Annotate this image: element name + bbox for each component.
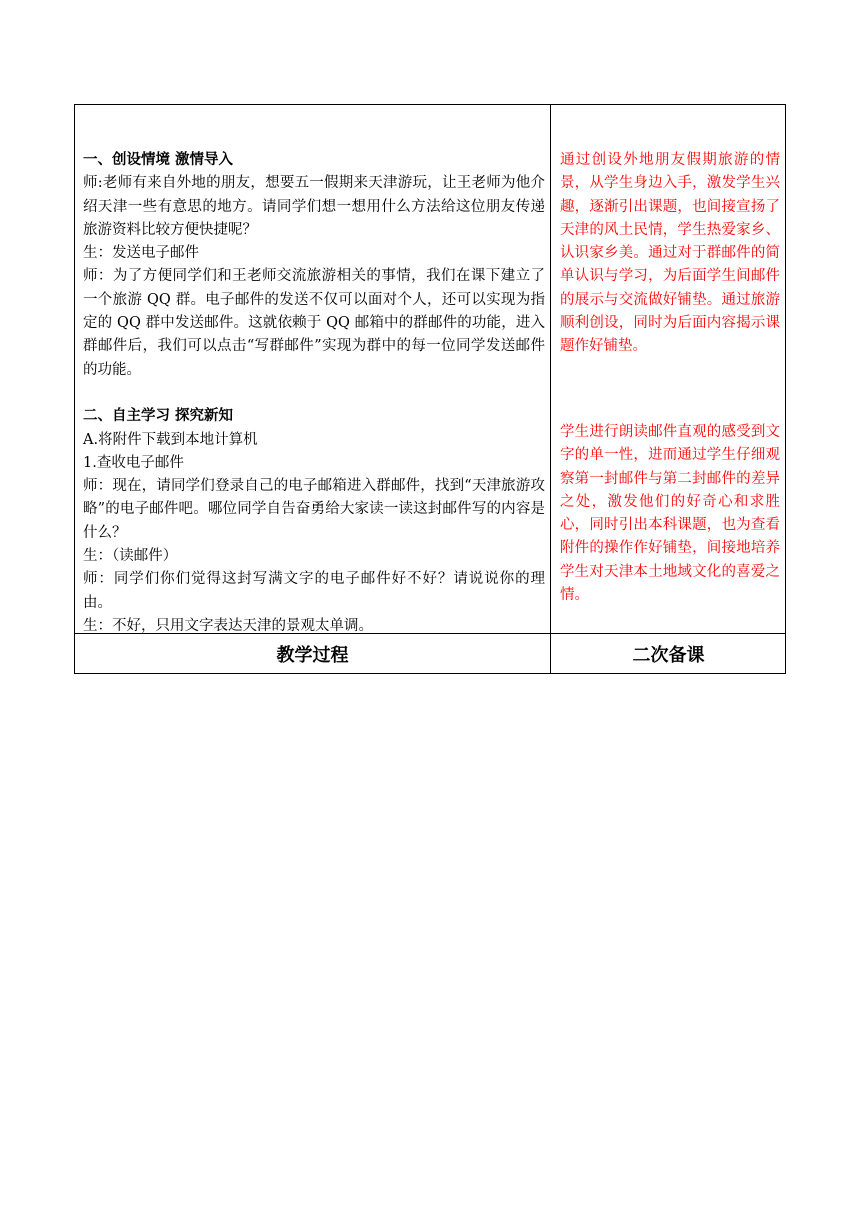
dialogue-line: 生：不好，只用文字表达天津的景观太单调。 [83, 617, 373, 634]
dialogue-line: 生：发送电子邮件 [83, 245, 199, 262]
secondary-notes-1: 通过创设外地朋友假期旅游的情景，从学生身边入手，激发学生兴趣，逐渐引出课题，也间接宣扬了天津的风土民情，学生热爱家乡、认识家乡美。通过对于群邮件的简单认识与学习，为后面学生间邮件的展示与交流做好铺垫。通过旅游顺利创设，同时为后面内容揭示课题作好铺垫。 [560, 152, 780, 355]
dialogue-line: 师：同学们你们觉得这封写满文字的电子邮件好不好？请说说你的理由。 [83, 571, 545, 611]
dialogue-line: 生：（读邮件） [83, 548, 178, 565]
column-divider [550, 105, 551, 673]
lesson-plan-table [74, 104, 786, 674]
teaching-process-cell [83, 149, 545, 638]
paragraph-gap [83, 382, 545, 405]
dialogue-line: 师:老师有来自外地的朋友，想要五一假期来天津游玩，让王老师为他介绍天津一些有意思的地方。请同学们想一想用什么方法给这位朋友传递旅游资料比较方便快捷呢？ [83, 175, 545, 238]
dialogue-line: 师：现在，请同学们登录自己的电子邮箱进入群邮件，找到“天津旅游攻略”的电子邮件吧。哪位同学自告奋勇给大家读一读这封邮件写的内容是什么？ [83, 478, 545, 541]
secondary-notes-2: 学生进行朗读邮件直观的感受到文字的单一性，进而通过学生仔细观察第一封邮件与第二封邮件的差异之处，激发他们的好奇心和求胜心，同时引出本科课题，也为查看附件的操作作好铺垫，间接地培养学生对天津本土地域文化的喜爱之情。 [560, 424, 780, 604]
section-heading-2: 二、自主学习 探究新知 [83, 408, 234, 425]
dialogue-line: A.将附件下载到本地计算机 [83, 431, 258, 448]
section-heading-1: 一、创设情境 激情导入 [83, 152, 234, 168]
footer-second-prep: 二次备课 [632, 645, 705, 666]
footer-teaching-process: 教学过程 [276, 645, 349, 666]
dialogue-line: 师：为了方便同学们和王老师交流旅游相关的事情，我们在课下建立了一个旅游 QQ 群。电子邮件的发送不仅可以面对个人，还可以实现为指定的 QQ 群中发送邮件。这就依赖于 QQ 邮箱中的群邮件的功能，进入群邮件后，我们可以点击“写群邮件”实现为群中的每一位同学发送邮件的功能。 [83, 268, 545, 378]
dialogue-line: 1.查收电子邮件 [83, 454, 184, 471]
